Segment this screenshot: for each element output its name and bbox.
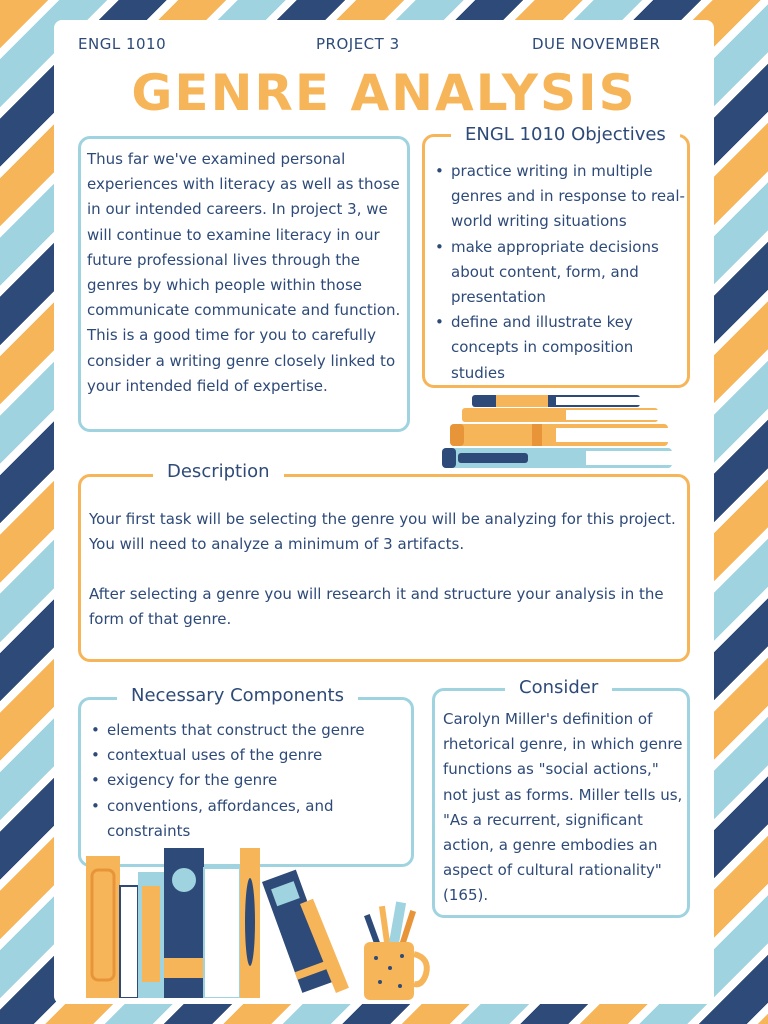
- list-item: • contextual uses of the genre: [87, 743, 407, 768]
- intro-text: Thus far we've examined personal experiences with literacy as well as those in our intended careers. In project 3, we will continue to examine literacy in our future professional lives through the genres by which people within those communicate communicate and function. This is a good time for you to carefully consider a writing genre closely linked to your intended field of expertise.: [87, 150, 401, 395]
- objectives-heading: ENGL 1010 Objectives: [451, 124, 680, 145]
- objectives-list: [431, 159, 687, 386]
- intro-box: [78, 136, 410, 432]
- description-paragraph: After selecting a genre you will research it and structure your analysis in the form of that genre.: [89, 585, 664, 629]
- components-box: [78, 685, 414, 867]
- components-list: [87, 718, 407, 844]
- course-label: ENGL 1010: [78, 35, 167, 53]
- description-box: [78, 461, 690, 662]
- description-paragraph: Your first task will be selecting the genre you will be analyzing for this project. You will need to analyze a minimum of 3 artifacts.: [89, 510, 676, 554]
- pencil-mug-icon: [356, 898, 432, 1002]
- project-label: PROJECT 3: [316, 35, 400, 53]
- list-item: • exigency for the genre: [87, 768, 407, 793]
- list-item: • define and illustrate key concepts in composition studies: [431, 310, 687, 386]
- stacked-books-icon: [436, 392, 678, 470]
- list-item: • conventions, affordances, and constraints: [87, 794, 407, 844]
- list-item: • practice writing in multiple genres and in response to real-world writing situations: [431, 159, 687, 235]
- consider-heading: Consider: [505, 677, 612, 698]
- list-item: • elements that construct the genre: [87, 718, 407, 743]
- list-item: • make appropriate decisions about content, form, and presentation: [431, 235, 687, 311]
- description-heading: Description: [153, 461, 284, 482]
- due-label: DUE NOVEMBER: [532, 35, 661, 53]
- consider-box: [432, 677, 690, 918]
- page-title: GENRE ANALYSIS: [131, 64, 637, 122]
- consider-text: Carolyn Miller's definition of rhetorical genre, in which genre functions as "social actions," not just as forms. Miller tells us, "As a recurrent, significant action, a genre embodies an aspect of cultural rationality" (165).: [443, 710, 683, 905]
- objectives-box: [422, 124, 690, 388]
- standing-books-icon: [84, 846, 350, 998]
- components-heading: Necessary Components: [117, 685, 358, 706]
